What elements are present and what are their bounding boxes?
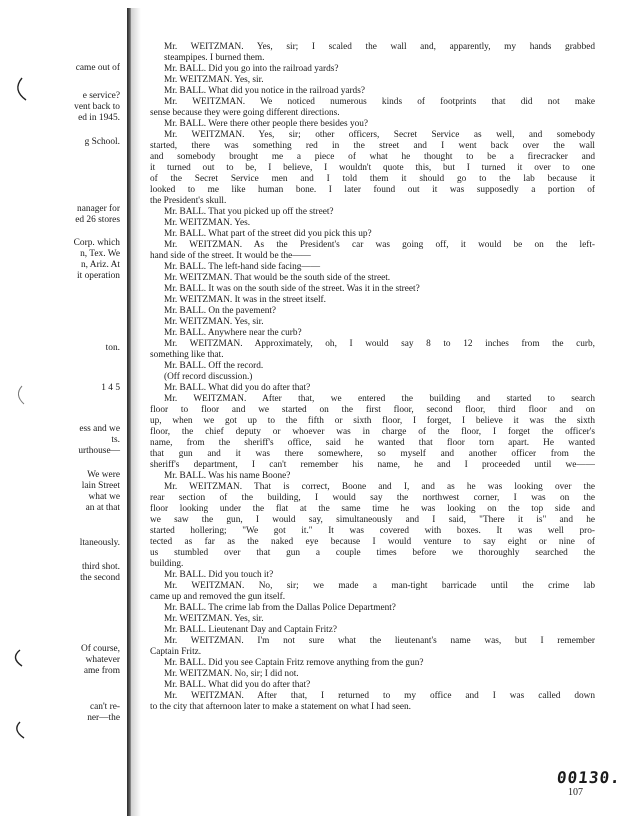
margin-bracket-marks	[0, 0, 40, 823]
bracket-mark-4	[17, 722, 24, 738]
fragment-line: vent back to	[74, 102, 120, 112]
testimony-line: Mr. BALL. On the pavement?	[164, 306, 277, 316]
testimony-line: Mr. BALL. The crime lab from the Dallas Police Department?	[164, 603, 396, 613]
fragment-line: the second	[80, 573, 120, 583]
fragment-line: lain Street	[81, 481, 120, 491]
testimony-line: Mr. BALL. The left-hand side facing——	[164, 262, 321, 272]
bracket-mark-2	[18, 386, 24, 404]
testimony-line: tected as far as the naked eye because I would venture to say eight or nine of	[150, 537, 595, 547]
testimony-line: and somebody brought me a piece of what he thought to be a firecracker and	[150, 152, 595, 162]
testimony-line: Mr. WEITZMAN. That is correct, Boone and I, and as he was looking over the	[164, 482, 595, 492]
testimony-line: steampipes. I burned them.	[164, 53, 265, 63]
testimony-line: the President's skull.	[150, 196, 227, 206]
fragment-line: third shot.	[81, 562, 120, 572]
fragment-line: whatever	[85, 655, 120, 665]
testimony-line: Mr. WEITZMAN. No, sir; we made a man-tight barricade until the crime lab	[164, 581, 595, 591]
fragment-line: ed in 1945.	[78, 113, 120, 123]
testimony-line: Mr. WEITZMAN. No, sir; I did not.	[164, 669, 299, 679]
testimony-line: floor looking under the flat at the same time he was looking on the top side and	[150, 504, 595, 514]
testimony-line: Mr. BALL. It was on the south side of the street. Was it in the street?	[164, 284, 420, 294]
testimony-line: building.	[150, 559, 184, 569]
fragment-line: what we	[88, 492, 120, 502]
testimony-line: Mr. BALL. Off the record.	[164, 361, 264, 371]
fragment-line: ltaneously.	[79, 538, 120, 548]
testimony-line: to the city that afternoon later to make a statement on what I had seen.	[150, 702, 411, 712]
testimony-line: Mr. BALL. What did you notice in the railroad yards?	[164, 86, 365, 96]
testimony-line: floor to floor and we started on the first floor, second floor, third floor and on	[150, 405, 595, 415]
stamp-code: 00130.	[556, 768, 622, 787]
testimony-line: Mr. WEITZMAN. As the President's car was going off, it would be on the left-	[164, 240, 595, 250]
testimony-line: looked to me like human bone. I later found out it was supposedly a portion of	[150, 185, 595, 195]
fragment-line: can't re-	[89, 702, 120, 712]
testimony-line: Mr. WEITZMAN. Yes, sir.	[164, 75, 264, 85]
testimony-line: Mr. WEITZMAN. After that, we entered the building and started to search	[164, 394, 595, 404]
testimony-line: of the Secret Service men and I told them it should go to the lab because it	[150, 174, 595, 184]
bracket-mark-1	[18, 78, 26, 100]
testimony-line: that gun and it was there somewhere, so myself and another officer from the	[150, 449, 595, 459]
testimony-line: name, from the sheriff's office, said he wanted that floor torn apart. He wanted	[150, 438, 595, 448]
fragment-line: ed 26 stores	[75, 215, 120, 225]
testimony-line: hand side of the street. It would be the——	[150, 251, 311, 261]
fragment-line: it operation	[77, 271, 120, 281]
testimony-line: Mr. BALL. What did you do after that?	[164, 383, 311, 393]
testimony-line: sheriff's department, I can't remember his name, he and I proceeded until we——	[150, 460, 595, 470]
testimony-line: Mr. WEITZMAN. Approximately, oh, I would say 8 to 12 inches from the curb,	[164, 339, 595, 349]
fragment-line: ton.	[105, 343, 120, 353]
testimony-line: Mr. WEITZMAN. It was in the street itself.	[164, 295, 326, 305]
testimony-line: started, there was something red in the street and I went back over the wall	[150, 141, 595, 151]
testimony-line: sense because they were going different directions.	[150, 108, 340, 118]
testimony-line: (Off record discussion.)	[164, 372, 253, 382]
fragment-line: Of course,	[80, 644, 120, 654]
testimony-line: Mr. BALL. What did you do after that?	[164, 680, 311, 690]
bracket-mark-3	[15, 650, 22, 666]
page-number: 107	[568, 787, 583, 798]
testimony-line: Mr. WEITZMAN. After that, I returned to my office and I was called down	[164, 691, 595, 701]
testimony-line: Mr. WEITZMAN. Yes, sir; I scaled the wall and, apparently, my hands grabbed	[164, 42, 595, 52]
testimony-line: it turned out to be, I believe, I wouldn't quote this, but I turned it over to one	[150, 163, 595, 173]
fragment-line: n, Tex. We	[80, 249, 120, 259]
testimony-line: came up and removed the gun itself.	[150, 592, 286, 602]
testimony-line: Mr. BALL. Did you go into the railroad yards?	[164, 64, 339, 74]
testimony-line: up, when we got up to the fifth or sixth floor, I forget, I believe it was the sixth	[150, 416, 595, 426]
fragment-line: an at that	[85, 503, 120, 513]
testimony-line: Mr. WEITZMAN. I'm not sure what the lieutenant's name was, but I remember	[164, 636, 595, 646]
fragment-line: ner—the	[87, 713, 120, 723]
testimony-line: Mr. BALL. What part of the street did you pick this up?	[164, 229, 372, 239]
testimony-line: Mr. WEITZMAN. Yes, sir.	[164, 614, 264, 624]
fragment-line: n, Ariz. At	[80, 260, 120, 270]
fragment-line: Corp. which	[73, 238, 120, 248]
testimony-body	[150, 42, 595, 713]
testimony-line: Mr. BALL. Did you see Captain Fritz remove anything from the gun?	[164, 658, 424, 668]
fragment-line: 1 4 5	[101, 383, 120, 393]
fragment-line: urthouse—	[78, 446, 120, 456]
testimony-line: Mr. BALL. Anywhere near the curb?	[164, 328, 302, 338]
fragment-line: ame from	[83, 666, 120, 676]
testimony-line: Mr. WEITZMAN. We noticed numerous kinds of footprints that did not make	[164, 97, 595, 107]
testimony-line: Captain Fritz.	[150, 647, 202, 657]
fragment-line: We were	[87, 470, 120, 480]
fragment-line: ess and we	[79, 424, 120, 434]
fragment-line: e service?	[82, 91, 120, 101]
fragment-line: ts.	[111, 435, 120, 445]
testimony-line: Mr. BALL. That you picked up off the street?	[164, 207, 334, 217]
testimony-line: floor, the chief deputy or whoever was in charge of the floor, I forget the officer's	[150, 427, 595, 437]
testimony-line: us stumbled over that gun a couple times before we thoroughly searched the	[150, 548, 595, 558]
testimony-line: started hollering; "We got it." It was covered with boxes. It was well pro-	[150, 526, 595, 536]
testimony-line: Mr. WEITZMAN. That would be the south side of the street.	[164, 273, 391, 283]
testimony-line: Mr. WEITZMAN. Yes.	[164, 218, 251, 228]
testimony-line: Mr. BALL. Lieutenant Day and Captain Fritz?	[164, 625, 337, 635]
fragment-line: nanager for	[77, 204, 120, 214]
testimony-line: Mr. BALL. Did you touch it?	[164, 570, 274, 580]
testimony-line: Mr. WEITZMAN. Yes, sir; other officers, Secret Service as well, and somebody	[164, 130, 595, 140]
testimony-line: rear section of the building, I would say the northwest corner, I was on the	[150, 493, 595, 503]
testimony-line: we saw the gun, I would say, simultaneously and I said, "There it is" and he	[150, 515, 595, 525]
fragment-line: g School.	[84, 137, 120, 147]
testimony-line: Mr. BALL. Was his name Boone?	[164, 471, 291, 481]
testimony-line: something like that.	[150, 350, 224, 360]
gutter-shadow	[131, 8, 141, 816]
fragment-line: came out of	[75, 63, 120, 73]
testimony-line: Mr. WEITZMAN. Yes, sir.	[164, 317, 264, 327]
testimony-line: Mr. BALL. Were there other people there besides you?	[164, 119, 369, 129]
